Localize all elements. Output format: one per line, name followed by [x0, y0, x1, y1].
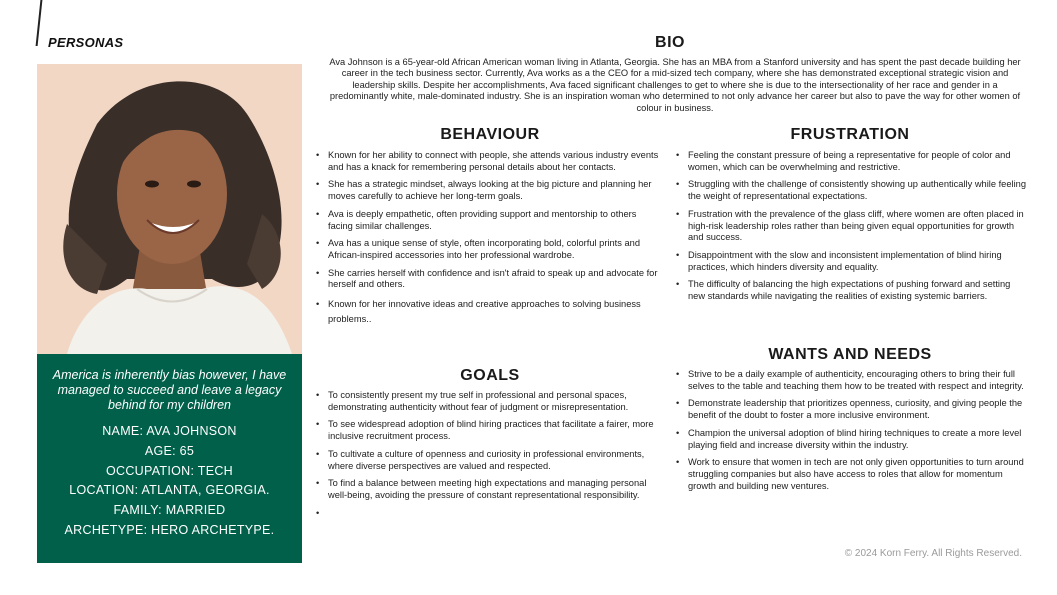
list-item: • To find a balance between meeting high expectations and managing personal well-being, avoiding the pressure of constant representational responsibility.: [316, 478, 662, 501]
list-item: • The difficulty of balancing the high expectations of pushing forward and setting new standards while navigating the realities of existing systemic barriers.: [676, 279, 1026, 302]
list-item: • Ava has a unique sense of style, often incorporating bold, colorful prints and African-inspired accessories into her professional wardrobe.: [316, 238, 662, 261]
list-item: • She carries herself with confidence and isn't afraid to speak up and advocate for herself and others.: [316, 268, 662, 291]
persona-quote: America is inherently bias however, I have managed to succeed and leave a legacy behind for my children: [52, 368, 287, 412]
fact-age: AGE: 65: [144, 443, 195, 458]
list-item: [316, 508, 662, 519]
fact-occupation: OCCUPATION: TECH: [105, 463, 234, 478]
list-item: • Disappointment with the slow and inconsistent implementation of blind hiring practices, which hinders diversity and equality.: [676, 250, 1026, 273]
fact-location: LOCATION: ATLANTA, GEORGIA.: [69, 483, 270, 498]
list-item: • To cultivate a culture of openness and curiosity in professional environments, where diverse perspectives are valued and respected.: [316, 449, 662, 472]
list-item: • Work to ensure that women in tech are not only given opportunities to turn around struggling companies but also have access to roles that allow for momentum growth and building new ventures.: [676, 457, 1026, 492]
fact-name: NAME: AVA JOHNSON: [102, 424, 237, 438]
list-item: • Known for her ability to connect with people, she attends various industry events and has a knack for remembering personal details about her contacts.: [316, 150, 662, 173]
wants-list: [676, 369, 1026, 498]
fact-family: FAMILY: MARRIED: [113, 503, 226, 518]
frustration-list: [676, 150, 1026, 309]
fact-archetype: ARCHETYPE: HERO ARCHETYPE.: [64, 522, 275, 537]
list-item: • Frustration with the prevalence of the glass cliff, where women are often placed in high-risk leadership roles rather than being given equal opportunities for growth and success.: [676, 209, 1026, 244]
profile-card: [37, 354, 302, 563]
behaviour-list: [316, 150, 662, 333]
list-item: • To see widespread adoption of blind hiring practices that facilitate a fairer, more inclusive recruitment process.: [316, 419, 662, 442]
goals-list: [316, 390, 662, 525]
list-item: • Demonstrate leadership that prioritizes openness, curiosity, and giving people the benefit of the doubt to foster a more inclusive environment.: [676, 398, 1026, 421]
section-label: PERSONAS: [48, 35, 124, 50]
accent-line: [36, 0, 43, 46]
bio-text: Ava Johnson is a 65-year-old African American woman living in Atlanta, Georgia. She has an MBA from a Stanford university and has spent the past decade building her career in the tech business sector. Currently, Ava works as a the CEO for a mid-sized tech company, where she has demonstrated exceptional strategic vision and leadership skills. Despite her accomplishments, Ava faced significant challenges to get to where she is due to the intersectionality of her race and gender in a predominantly white, male-dominated industry. She is an inspiration woman who determined to not only advance her career but also to pave the way for other women of colour in business.: [329, 57, 1021, 113]
list-item: • Known for her innovative ideas and creative approaches to solving business problems..: [316, 297, 662, 327]
frustration-heading: FRUSTRATION: [790, 126, 910, 143]
list-item: • Struggling with the challenge of consistently showing up authentically while feeling the weight of representational expectations.: [676, 179, 1026, 202]
goals-heading: GOALS: [460, 367, 520, 384]
portrait-image: [37, 64, 302, 354]
wants-heading: WANTS AND NEEDS: [768, 346, 932, 363]
persona-photo: [37, 64, 302, 354]
bio-heading: BIO: [655, 34, 685, 51]
list-item: • Champion the universal adoption of blind hiring techniques to create a more level playing field and increase diversity within the industry.: [676, 428, 1026, 451]
list-item: • She has a strategic mindset, always looking at the big picture and planning her moves carefully to achieve her long-term goals.: [316, 179, 662, 202]
list-item: • To consistently present my true self in professional and personal spaces, demonstrating authenticity without fear of judgment or misrepresentation.: [316, 390, 662, 413]
list-item: • Ava is deeply empathetic, often providing support and mentorship to others facing similar challenges.: [316, 209, 662, 232]
copyright-notice: © 2024 Korn Ferry. All Rights Reserved.: [844, 548, 1022, 559]
behaviour-heading: BEHAVIOUR: [440, 126, 540, 143]
list-item: • Strive to be a daily example of authenticity, encouraging others to bring their full selves to the table and teaching them how to be treated with respect and integrity.: [676, 369, 1026, 392]
list-item: • Feeling the constant pressure of being a representative for people of color and women, which can be overwhelming and restrictive.: [676, 150, 1026, 173]
